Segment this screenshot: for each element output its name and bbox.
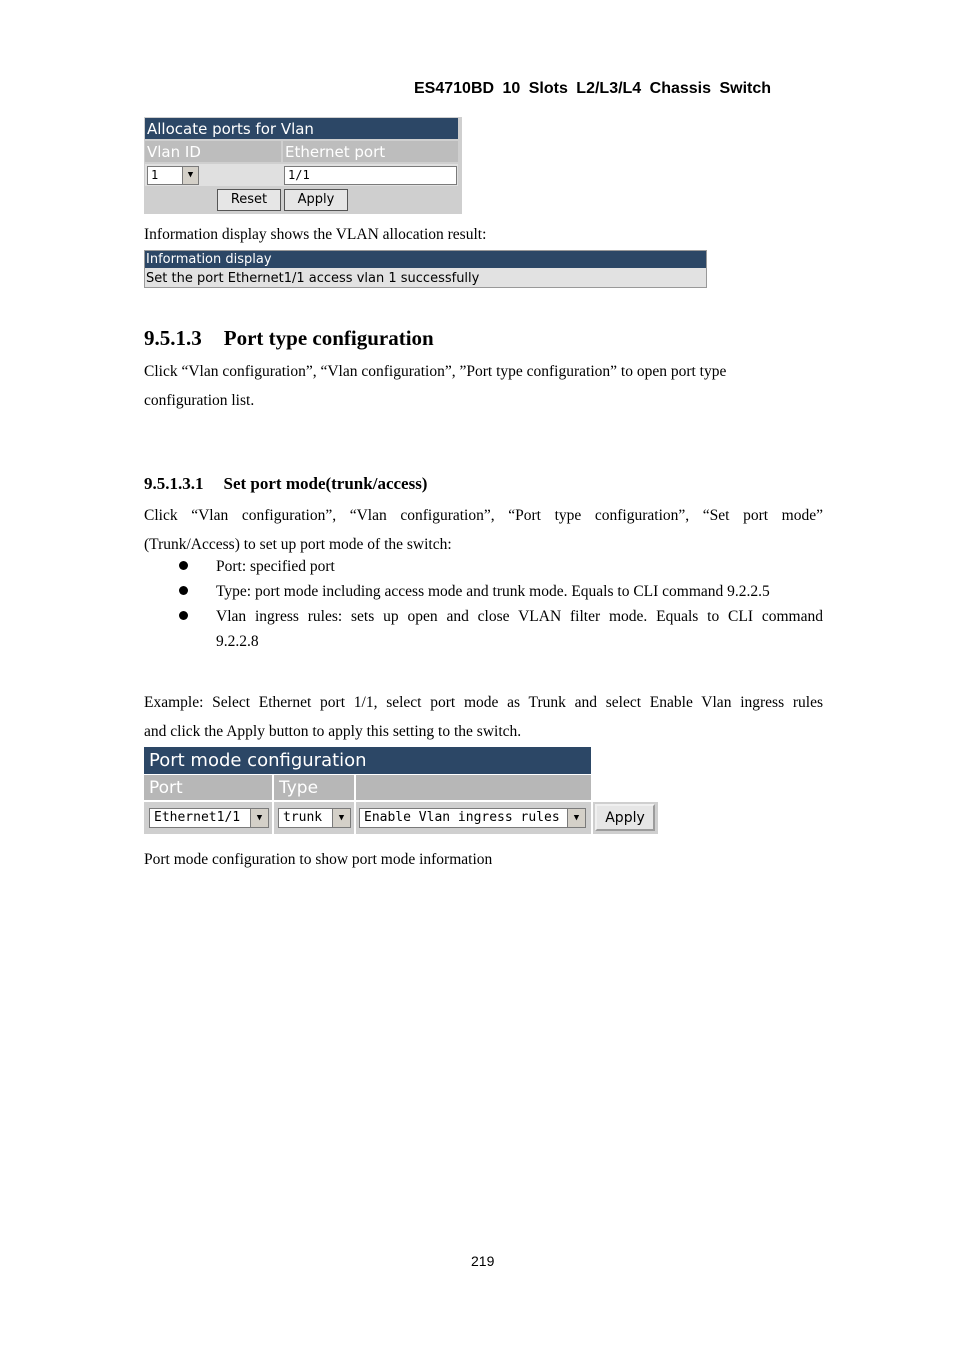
section-number: 9.5.1.3 (144, 326, 202, 350)
bullet-item: Port: specified port (216, 558, 335, 575)
reset-button[interactable]: Reset (217, 189, 281, 211)
bullet-icon (179, 586, 188, 595)
chevron-down-icon[interactable]: ▼ (332, 809, 350, 827)
subsection-title: Set port mode(trunk/access) (223, 474, 428, 493)
ingress-rules-select[interactable] (359, 808, 586, 828)
section-title: Port type configuration (223, 326, 434, 350)
bullet-icon (179, 561, 188, 570)
section-para-line1: Click “Vlan configuration”, “Vlan configuration”, ”Port type configuration” to open port type (144, 363, 727, 380)
ethernet-port-input-value: 1/1 (288, 168, 310, 182)
bullet-item-continuation: 9.2.2.8 (216, 633, 259, 650)
subsection-number: 9.5.1.3.1 (144, 474, 204, 493)
ethernet-port-input[interactable] (284, 166, 457, 185)
port-mode-panel (144, 747, 658, 835)
vlan-id-select[interactable] (147, 166, 199, 185)
type-select[interactable] (278, 808, 351, 828)
subsection-para-line2: (Trunk/Access) to set up port mode of the switch: (144, 536, 452, 553)
bullet-icon (179, 611, 188, 620)
example-line2: and click the Apply button to apply this setting to the switch. (144, 723, 522, 740)
page-header: ES4710BD 10 Slots L2/L3/L4 Chassis Switch (414, 80, 772, 97)
page-number: 219 (471, 1253, 495, 1269)
info-display-message: Set the port Ethernet1/1 access vlan 1 successfully (146, 271, 480, 286)
chevron-down-icon[interactable]: ▼ (182, 167, 198, 184)
ethernet-port-header: Ethernet port (283, 141, 458, 162)
vlan-id-header: Vlan ID (145, 141, 281, 162)
chevron-down-icon[interactable]: ▼ (567, 809, 585, 827)
information-display (144, 250, 707, 288)
port-mode-apply-button[interactable]: Apply (595, 804, 655, 831)
subsection-heading (144, 474, 427, 494)
info-intro-text: Information display shows the VLAN allocation result: (144, 226, 487, 243)
bullet-item: Type: port mode including access mode and trunk mode. Equals to CLI command 9.2.2.5 (216, 583, 770, 600)
type-select-value: trunk (283, 810, 323, 825)
section-para-line2: configuration list. (144, 392, 255, 409)
section-heading (144, 326, 434, 351)
port-select-value: Ethernet1/1 (154, 810, 241, 825)
port-select[interactable] (149, 808, 269, 828)
type-column-header: Type (274, 775, 354, 800)
port-column-header: Port (144, 775, 272, 800)
chevron-down-icon[interactable]: ▼ (250, 809, 268, 827)
allocate-ports-panel (144, 117, 462, 214)
apply-button[interactable]: Apply (284, 189, 348, 211)
port-mode-panel-title: Port mode configuration (144, 747, 591, 774)
bullet-item: Vlan ingress rules: sets up open and close VLAN filter mode. Equals to CLI command (216, 608, 823, 625)
example-line1: Example: Select Ethernet port 1/1, select port mode as Trunk and select Enable Vlan ingress rules (144, 694, 823, 711)
vlan-id-select-value: 1 (151, 168, 159, 182)
subsection-para-line1: Click “Vlan configuration”, “Vlan configuration”, “Port type configuration”, “Set port mode” (144, 507, 823, 524)
ingress-rules-select-value: Enable Vlan ingress rules (364, 810, 560, 825)
figure-caption: Port mode configuration to show port mode information (144, 851, 493, 868)
allocate-panel-title: Allocate ports for Vlan (145, 118, 458, 139)
ingress-column-header (356, 775, 591, 800)
info-display-title: Information display (145, 251, 706, 268)
